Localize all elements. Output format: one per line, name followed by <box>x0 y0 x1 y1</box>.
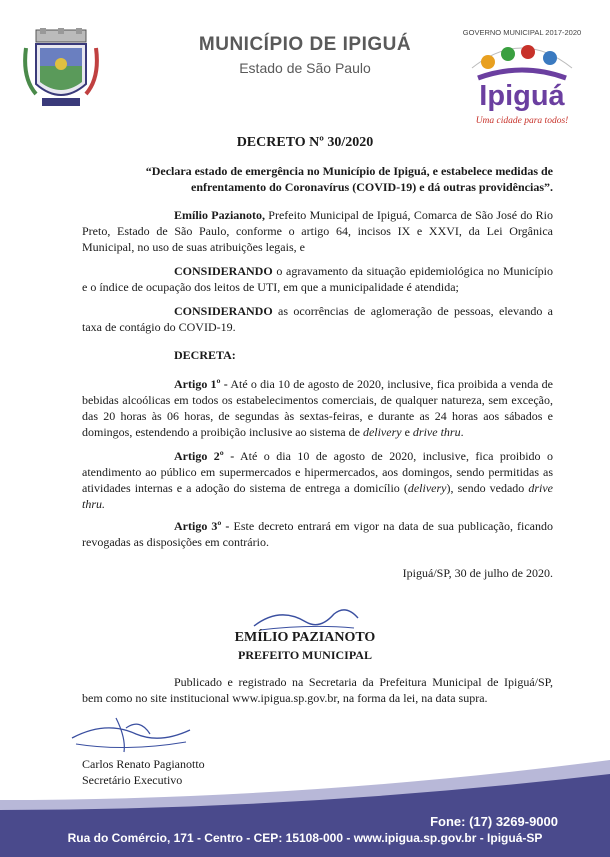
considering-text-1: o agravamento da situação epidemiológica no Município e o índice de ocupação dos leitos de UTI, em que a municipalidade é atendida; <box>82 264 553 294</box>
article-1-label: Artigo 1º - <box>174 377 228 391</box>
article-1-drive-thru: drive thru <box>412 425 461 439</box>
preamble-paragraph <box>82 207 553 255</box>
secretary-name: Carlos Renato Pagianotto <box>82 757 205 771</box>
article-2-delivery: delivery <box>407 481 447 495</box>
decreta-heading: DECRETA: <box>174 348 236 362</box>
article-2 <box>82 448 553 512</box>
article-2-label: Artigo 2º - <box>174 449 235 463</box>
article-2-drive-thru: drive thru. <box>82 481 553 511</box>
municipality-title: MUNICÍPIO DE IPIGUÁ <box>198 34 412 55</box>
article-1-text: Até o dia 10 de agosto de 2020, inclusive, fica proibida a venda de bebidas alcoólicas em todos os estabelecimentos comerciais, de qualquer natureza, sem exceção, das 20 horas às 06 horas, de segundas às sextas-feiras, e durante as 24 horas aos sábados e domingos, estendendo a proibição inclusive ao sistema de <box>82 377 553 439</box>
article-1-mid: e <box>401 425 413 439</box>
place-date: Ipiguá/SP, 30 de julho de 2020. <box>402 566 553 580</box>
considering-paragraph-2 <box>82 303 553 335</box>
article-3-text: Este decreto entrará em vigor na data de sua publicação, ficando revogadas as disposições em contrário. <box>82 519 554 549</box>
decree-summary: “Declara estado de emergência no Município de Ipiguá, e estabelece medidas de enfrentamento do Coronavírus (COVID-19) e dá outras providências”. <box>145 164 553 194</box>
article-1 <box>82 376 553 440</box>
mayor-name-inline: Emílio Pazianoto, <box>174 208 265 222</box>
logo-caption: GOVERNO MUNICIPAL 2017-2020 <box>462 28 582 37</box>
considering-text-2: as ocorrências de aglomeração de pessoas, elevando a taxa de contágio do COVID-19. <box>82 304 553 334</box>
state-subtitle: Estado de São Paulo <box>239 60 371 76</box>
footer-address: Rua do Comércio, 171 - Centro - CEP: 15108-000 - www.ipigua.sp.gov.br - Ipiguá-SP <box>67 831 543 845</box>
article-1-delivery: delivery <box>362 425 402 439</box>
article-1-end: . <box>460 425 464 439</box>
article-3-label: Artigo 3º - <box>174 519 230 533</box>
logo-wordmark: Ipiguá <box>479 80 565 112</box>
preamble-text: Prefeito Municipal de Ipiguá, Comarca de São José do Rio Preto, Estado de São Paulo, conforme o artigo 64, incisos IX e XXVI, da Lei Orgânica Municipal, no uso de suas atribuições legais, e <box>82 208 554 254</box>
secretary-signature-icon <box>66 708 196 758</box>
considering-label-1: CONSIDERANDO <box>174 264 273 278</box>
article-2-text: Até o dia 10 de agosto de 2020, inclusive, fica proibido o atendimento ao público em supermercados e hipermercados, aos domingos, sendo permitidas as atividades internas e a adoção do sistema de entrega a domicílio ( <box>82 449 553 495</box>
decree-title: DECRETO Nº 30/2020 <box>236 135 374 150</box>
logo-tagline: Uma cidade para todos! <box>475 116 569 126</box>
mayor-name: EMÍLIO PAZIANOTO <box>234 630 376 645</box>
article-2-mid: ), sendo vedado <box>446 481 529 495</box>
considering-label-2: CONSIDERANDO <box>174 304 273 318</box>
secretary-role: Secretário Executivo <box>82 773 183 787</box>
publication-note: Publicado e registrado na Secretaria da Prefeitura Municipal de Ipiguá/SP, bem como no site institucional www.ipigua.sp.gov.br, na forma da lei, na data supra. <box>82 675 553 705</box>
footer-phone: Fone: (17) 3269-9000 <box>430 814 558 829</box>
considering-paragraph-1 <box>82 263 553 295</box>
government-logo-icon <box>458 28 586 128</box>
article-3 <box>82 518 553 550</box>
mayor-role: PREFEITO MUNICIPAL <box>238 648 372 662</box>
